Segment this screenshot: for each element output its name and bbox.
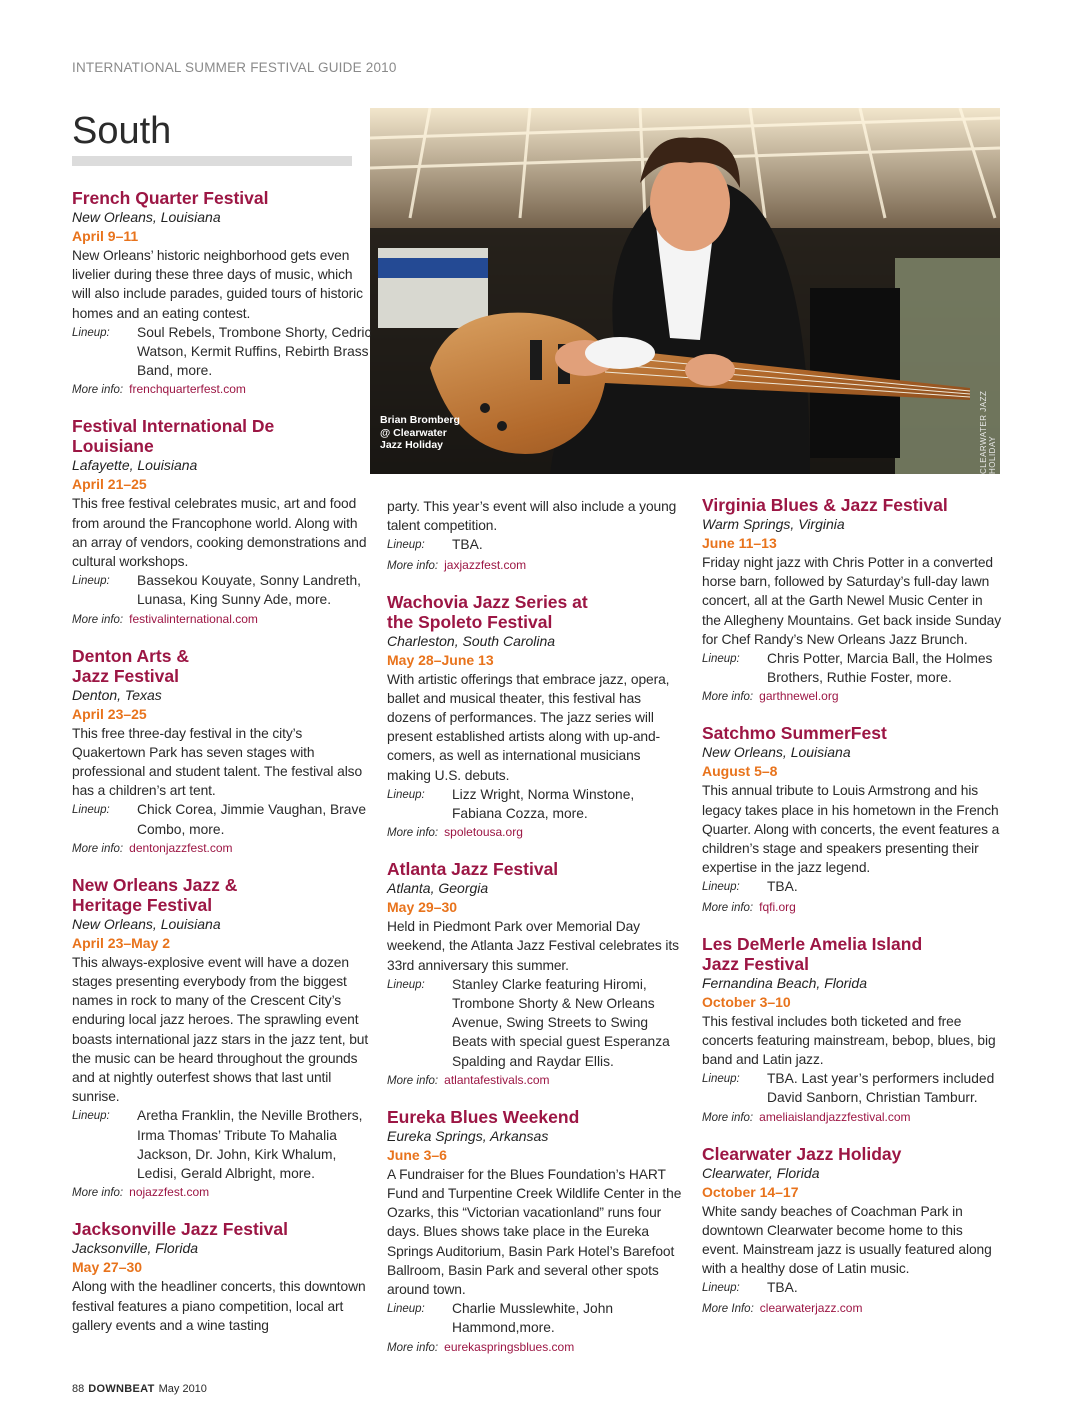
festival-link[interactable]: atlantafestivals.com <box>444 1072 550 1087</box>
festival-location: Jacksonville, Florida <box>72 1240 199 1257</box>
lineup-row <box>702 1069 1002 1107</box>
more-info-row <box>387 1338 687 1358</box>
festival-name: Virginia Blues & Jazz Festival <box>702 495 948 515</box>
lineup-value: Lizz Wright, Norma Winstone, Fabiana Cozza, more. <box>452 786 635 822</box>
festival-entry <box>387 592 687 844</box>
lineup-value: Chris Potter, Marcia Ball, the Holmes Brothers, Ruthie Foster, more. <box>767 651 993 686</box>
festival-description: New Orleans’ historic neighborhood gets even livelier during these three days of music, which will also include parades, guided tours of historic homes and an eating contest. <box>72 248 363 321</box>
festival-entry <box>72 646 372 859</box>
festival-name: Atlanta Jazz Festival <box>387 859 559 880</box>
festival-entry <box>72 416 372 629</box>
festival-link[interactable]: jaxjazzfest.com <box>444 557 527 572</box>
festival-dates: April 21–25 <box>72 476 147 493</box>
lineup-label: Lineup: <box>387 788 425 801</box>
festival-dates: April 23–25 <box>72 705 147 722</box>
lineup-row <box>702 649 1002 687</box>
lineup-value: Charlie Musslewhite, John Hammond,more. <box>452 1301 614 1336</box>
lineup-row <box>72 1106 372 1183</box>
festival-name: Denton Arts & Jazz Festival <box>72 645 189 686</box>
festival-dates: June 3–6 <box>387 1146 447 1163</box>
more-info-row <box>72 380 372 400</box>
more-info-label: More info: <box>702 901 754 914</box>
more-info-row <box>702 1299 1002 1319</box>
lineup-value: TBA. <box>767 879 798 895</box>
more-info-row <box>72 839 372 859</box>
lineup-value: Bassekou Kouyate, Sonny Landreth, Lunasa, King Sunny Ade, more. <box>137 573 361 608</box>
festival-description: Held in Piedmont Park over Memorial Day weekend, the Atlanta Jazz Festival celebrates its 33rd anniversary this summer. <box>387 919 679 973</box>
more-info-label: More info: <box>72 842 124 855</box>
festival-link[interactable]: frenchquarterfest.com <box>129 382 246 397</box>
festival-entry <box>72 875 372 1203</box>
more-info-label: More info: <box>702 691 754 704</box>
festival-name: Satchmo SummerFest <box>702 723 887 744</box>
festival-location: Eureka Springs, Arkansas <box>387 1127 549 1144</box>
column-2 <box>387 497 687 1374</box>
festival-link[interactable]: spoletousa.org <box>444 825 523 840</box>
magazine-name: DOWNBEAT <box>88 1383 155 1395</box>
lineup-value: TBA. <box>767 1280 798 1296</box>
lineup-label: Lineup: <box>702 1073 740 1086</box>
lineup-label: Lineup: <box>387 1303 425 1316</box>
lineup-value: TBA. Last year’s performers included David Sanborn, Christian Tamburr. <box>767 1071 995 1106</box>
festival-name: Festival International De Louisiane <box>72 416 275 457</box>
festival-link[interactable]: ameliaislandjazzfestival.com <box>759 1109 911 1124</box>
running-head: INTERNATIONAL SUMMER FESTIVAL GUIDE 2010 <box>72 60 397 75</box>
lineup-row <box>72 571 372 609</box>
festival-link[interactable]: dentonjazzfest.com <box>129 840 233 855</box>
lineup-label: Lineup: <box>702 653 740 666</box>
more-info-label: More info: <box>387 1074 439 1087</box>
festival-dates: May 27–30 <box>72 1259 143 1276</box>
festival-link[interactable]: nojazzfest.com <box>129 1185 210 1200</box>
festival-entry <box>387 859 687 1091</box>
festival-dates: April 9–11 <box>72 228 139 244</box>
festival-description: This festival includes both ticketed and free concerts featuring mainstream, bebop, blues, big band and Latin jazz. <box>702 1013 996 1068</box>
more-info-row <box>702 687 1002 707</box>
festival-entry <box>702 495 1002 707</box>
lineup-row <box>387 1299 687 1337</box>
festival-entry <box>702 723 1002 917</box>
page-footer <box>72 1383 207 1395</box>
more-info-label: More info: <box>387 1341 439 1354</box>
lineup-row <box>702 877 1002 897</box>
more-info-label: More info: <box>72 384 124 397</box>
lineup-label: Lineup: <box>72 575 110 588</box>
festival-location: Clearwater, Florida <box>702 1164 820 1181</box>
more-info-label: More info: <box>387 827 439 840</box>
festival-entry <box>72 1219 372 1335</box>
more-info-row <box>387 823 687 843</box>
more-info-row <box>702 898 1002 918</box>
festival-description: With artistic offerings that embrace jazz, opera, ballet and musical theater, this festival has dozens of performances. The jazz series will present established artists along with up-and-comers, as well as international musicians making U.S. debuts. <box>387 671 670 783</box>
festival-location: New Orleans, Louisiana <box>72 209 221 225</box>
festival-description: This always-explosive event will have a dozen stages presenting everybody from the biggest names in rock to many of the Crescent City’s enduring local jazz heroes. The sprawling event boasts international jazz stars in the jazz tent, but the music can be heard throughout the grounds and at nightly outerfest shows that last until sunrise. <box>72 954 369 1105</box>
festival-name: Wachovia Jazz Series at the Spoleto Festival <box>387 591 588 632</box>
more-info-row <box>387 556 687 576</box>
festival-link[interactable]: garthnewel.org <box>759 689 839 704</box>
lineup-label: Lineup: <box>387 539 425 552</box>
more-info-label: More info: <box>72 613 124 626</box>
festival-description: party. This year’s event will also include a young talent competition. <box>387 499 677 534</box>
festival-dates: October 3–10 <box>702 993 791 1010</box>
lineup-value: Aretha Franklin, the Neville Brothers, Irma Thomas’ Tribute To Mahalia Jackson, Dr. John, Kirk Whalum, Ledisi, Gerald Albright, more. <box>137 1108 363 1182</box>
photo-credit: CLEARWATER JAZZ HOLIDAY <box>979 390 997 474</box>
lineup-value: Stanley Clarke featuring Hiromi, Trombone Shorty & New Orleans Avenue, Swing Streets to Swing Beats with special guest Esperanza Spalding and Raydar Ellis. <box>452 976 670 1069</box>
page-number: 88 <box>72 1383 85 1395</box>
more-info-label: More info: <box>72 1187 124 1200</box>
lineup-value: Chick Corea, Jimmie Vaughan, Brave Combo, more. <box>137 802 367 837</box>
lineup-row <box>72 800 372 838</box>
festival-name: French Quarter Festival <box>72 188 269 208</box>
festival-entry <box>702 1144 1002 1319</box>
photo-caption: Brian Bromberg @ Clearwater Jazz Holiday <box>380 414 460 451</box>
section-title: South <box>72 110 172 152</box>
more-info-row <box>387 1071 687 1091</box>
festival-entry-continued <box>387 497 687 576</box>
festival-dates: August 5–8 <box>702 763 778 780</box>
lineup-label: Lineup: <box>72 326 110 339</box>
lineup-label: Lineup: <box>72 804 110 817</box>
lineup-row <box>387 975 687 1071</box>
lineup-label: Lineup: <box>702 881 740 894</box>
festival-location: Warm Springs, Virginia <box>702 516 845 532</box>
festival-dates: June 11–13 <box>702 535 777 551</box>
festival-description: This annual tribute to Louis Armstrong and his legacy takes place in his hometown in the French Quarter. Along with concerts, the event features a children’s stage and speakers presenting their expertise in the jazz legend. <box>702 783 1000 876</box>
festival-location: Lafayette, Louisiana <box>72 457 198 474</box>
festival-dates: May 29–30 <box>387 899 458 916</box>
more-info-label: More info: <box>702 1111 754 1124</box>
festival-dates: October 14–17 <box>702 1183 799 1200</box>
festival-description: This free festival celebrates music, art and food from around the Francophone world. Along with an array of vendors, cooking demonstrations and cultural workshops. <box>72 496 367 570</box>
more-info-label: More Info: <box>702 1302 754 1315</box>
lineup-row <box>702 1278 1002 1298</box>
lineup-row <box>387 785 687 823</box>
festival-name: New Orleans Jazz & Heritage Festival <box>72 874 238 915</box>
festival-location: New Orleans, Louisiana <box>72 915 221 932</box>
festival-name: Jacksonville Jazz Festival <box>72 1219 288 1240</box>
festival-entry <box>702 934 1002 1128</box>
festival-location: Charleston, South Carolina <box>387 632 556 649</box>
lineup-row <box>72 323 372 381</box>
lineup-label: Lineup: <box>702 1282 740 1295</box>
column-3 <box>702 495 1002 1335</box>
festival-description: White sandy beaches of Coachman Park in downtown Clearwater become home to this event. Mainstream jazz is usually featured along with a healthy dose of Latin music. <box>702 1203 992 1277</box>
festival-description: This free three-day festival in the city’s Quakertown Park has seven stages with professional and student talent. The festival also has a children’s art tent. <box>72 725 363 799</box>
festival-location: Fernandina Beach, Florida <box>702 974 867 991</box>
section-rule <box>72 156 352 166</box>
festival-entry <box>72 188 372 400</box>
column-1 <box>72 188 372 1351</box>
festival-entry <box>387 1107 687 1358</box>
festival-description: Friday night jazz with Chris Potter in a converted horse barn, followed by Saturday’s full-day lawn concert, all at the Garth Newel Music Center in the Allegheny Mountains. Get back inside Sunday for Chef Randy’s New Orleans Jazz Brunch. <box>702 555 1002 647</box>
more-info-row <box>72 1183 372 1203</box>
issue-date: May 2010 <box>158 1383 207 1395</box>
lineup-label: Lineup: <box>387 978 425 991</box>
lineup-row <box>387 535 687 555</box>
festival-name: Clearwater Jazz Holiday <box>702 1143 902 1164</box>
festival-dates: April 23–May 2 <box>72 934 171 951</box>
lineup-value: TBA. <box>452 537 483 553</box>
festival-dates: May 28–June 13 <box>387 651 494 668</box>
festival-location: Denton, Texas <box>72 686 162 703</box>
festival-description: A Fundraiser for the Blues Foundation’s HART Fund and Turpentine Creek Wildlife Center in the Ozarks, this “Victorian vacationland” runs four days. Blues shows take place in the Eureka Springs Auditorium, Basin Park Hotel’s Barefoot Ballroom, Basin Park and several other spots around town. <box>387 1166 682 1298</box>
lineup-label: Lineup: <box>72 1110 110 1123</box>
more-info-row <box>72 610 372 630</box>
lineup-value: Soul Rebels, Trombone Shorty, Cedric Watson, Kermit Ruffins, Rebirth Brass Band, more. <box>137 324 372 379</box>
more-info-row <box>702 1108 1002 1128</box>
festival-link[interactable]: clearwaterjazz.com <box>759 1300 863 1315</box>
festival-link[interactable]: eurekaspringsblues.com <box>444 1339 575 1354</box>
festival-location: Atlanta, Georgia <box>387 880 489 897</box>
concert-photo <box>370 108 1000 474</box>
festival-name: Eureka Blues Weekend <box>387 1106 580 1127</box>
festival-link[interactable]: fqfi.org <box>759 899 796 914</box>
more-info-label: More info: <box>387 559 439 572</box>
festival-description: Along with the headliner concerts, this downtown festival features a piano competition, local art gallery events and a wine tasting <box>72 1279 366 1333</box>
festival-name: Les DeMerle Amelia Island Jazz Festival <box>702 933 923 974</box>
festival-location: New Orleans, Louisiana <box>702 744 851 761</box>
festival-link[interactable]: festivalinternational.com <box>129 611 258 626</box>
